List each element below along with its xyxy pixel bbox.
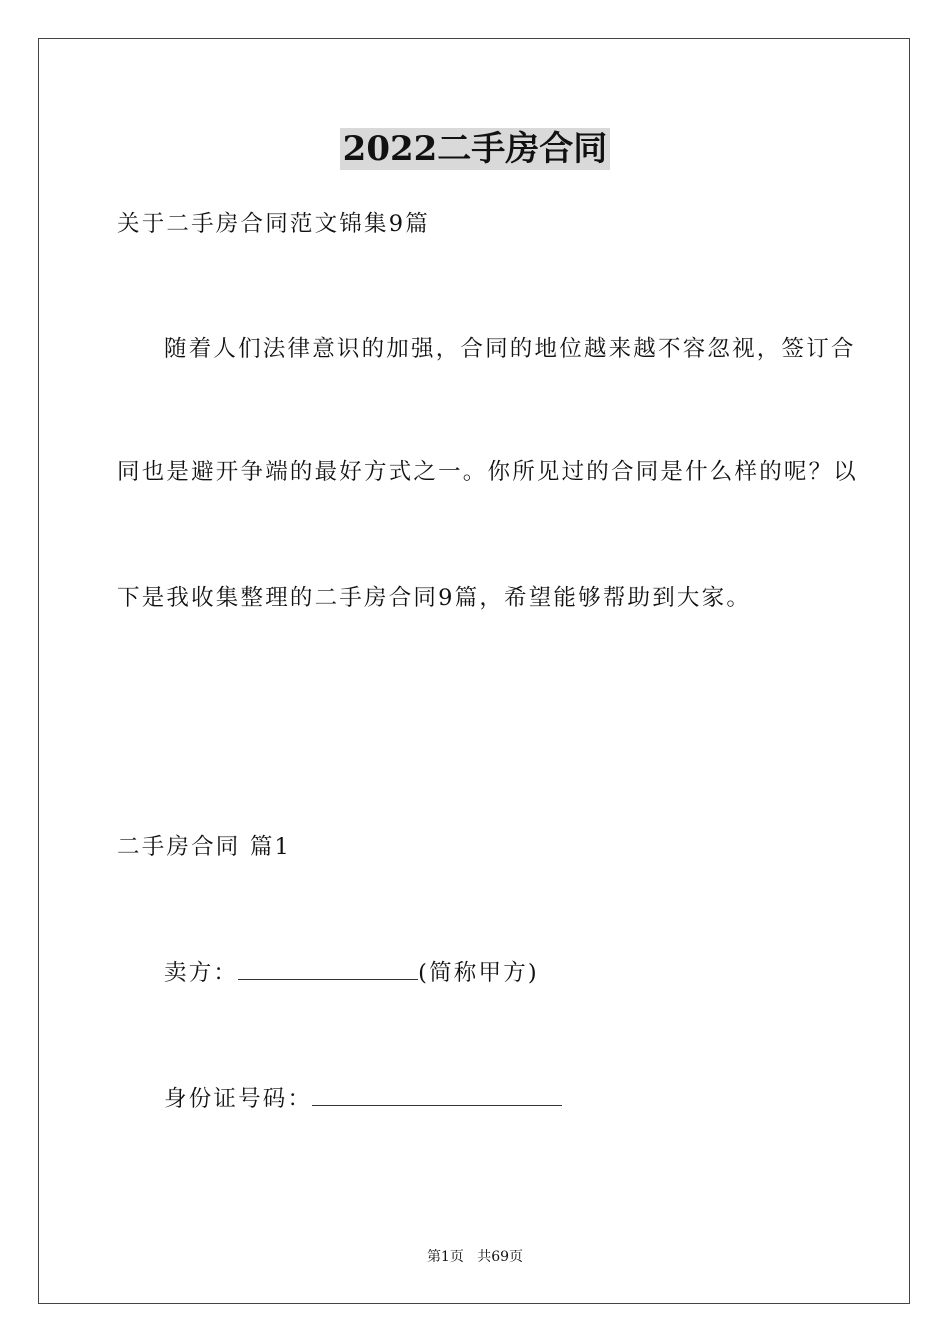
intro-line-3: 下是我收集整理的二手房合同9篇，希望能够帮助到大家。 — [117, 585, 752, 611]
section-heading: 二手房合同 篇1 — [117, 834, 292, 860]
seller-suffix: (简称甲方) — [418, 960, 539, 986]
page-total: 共69页 — [477, 1249, 524, 1265]
seller-label: 卖方： — [164, 960, 239, 986]
document-subtitle: 关于二手房合同范文锦集9篇 — [117, 211, 430, 237]
title-wrap — [0, 128, 950, 170]
seller-line — [164, 957, 539, 988]
page-number: 第1页 — [426, 1249, 464, 1265]
page-footer — [0, 1247, 950, 1267]
intro-line-1: 随着人们法律意识的加强，合同的地位越来越不容忽视，签订合 — [164, 336, 856, 362]
seller-name-blank[interactable] — [238, 957, 418, 980]
id-number-blank[interactable] — [312, 1083, 562, 1106]
document-title: 2022二手房合同 — [340, 128, 611, 170]
intro-line-2: 同也是避开争端的最好方式之一。你所见过的合同是什么样的呢？以 — [117, 459, 859, 485]
id-number-line — [164, 1083, 562, 1114]
id-number-label: 身份证号码： — [164, 1086, 313, 1112]
